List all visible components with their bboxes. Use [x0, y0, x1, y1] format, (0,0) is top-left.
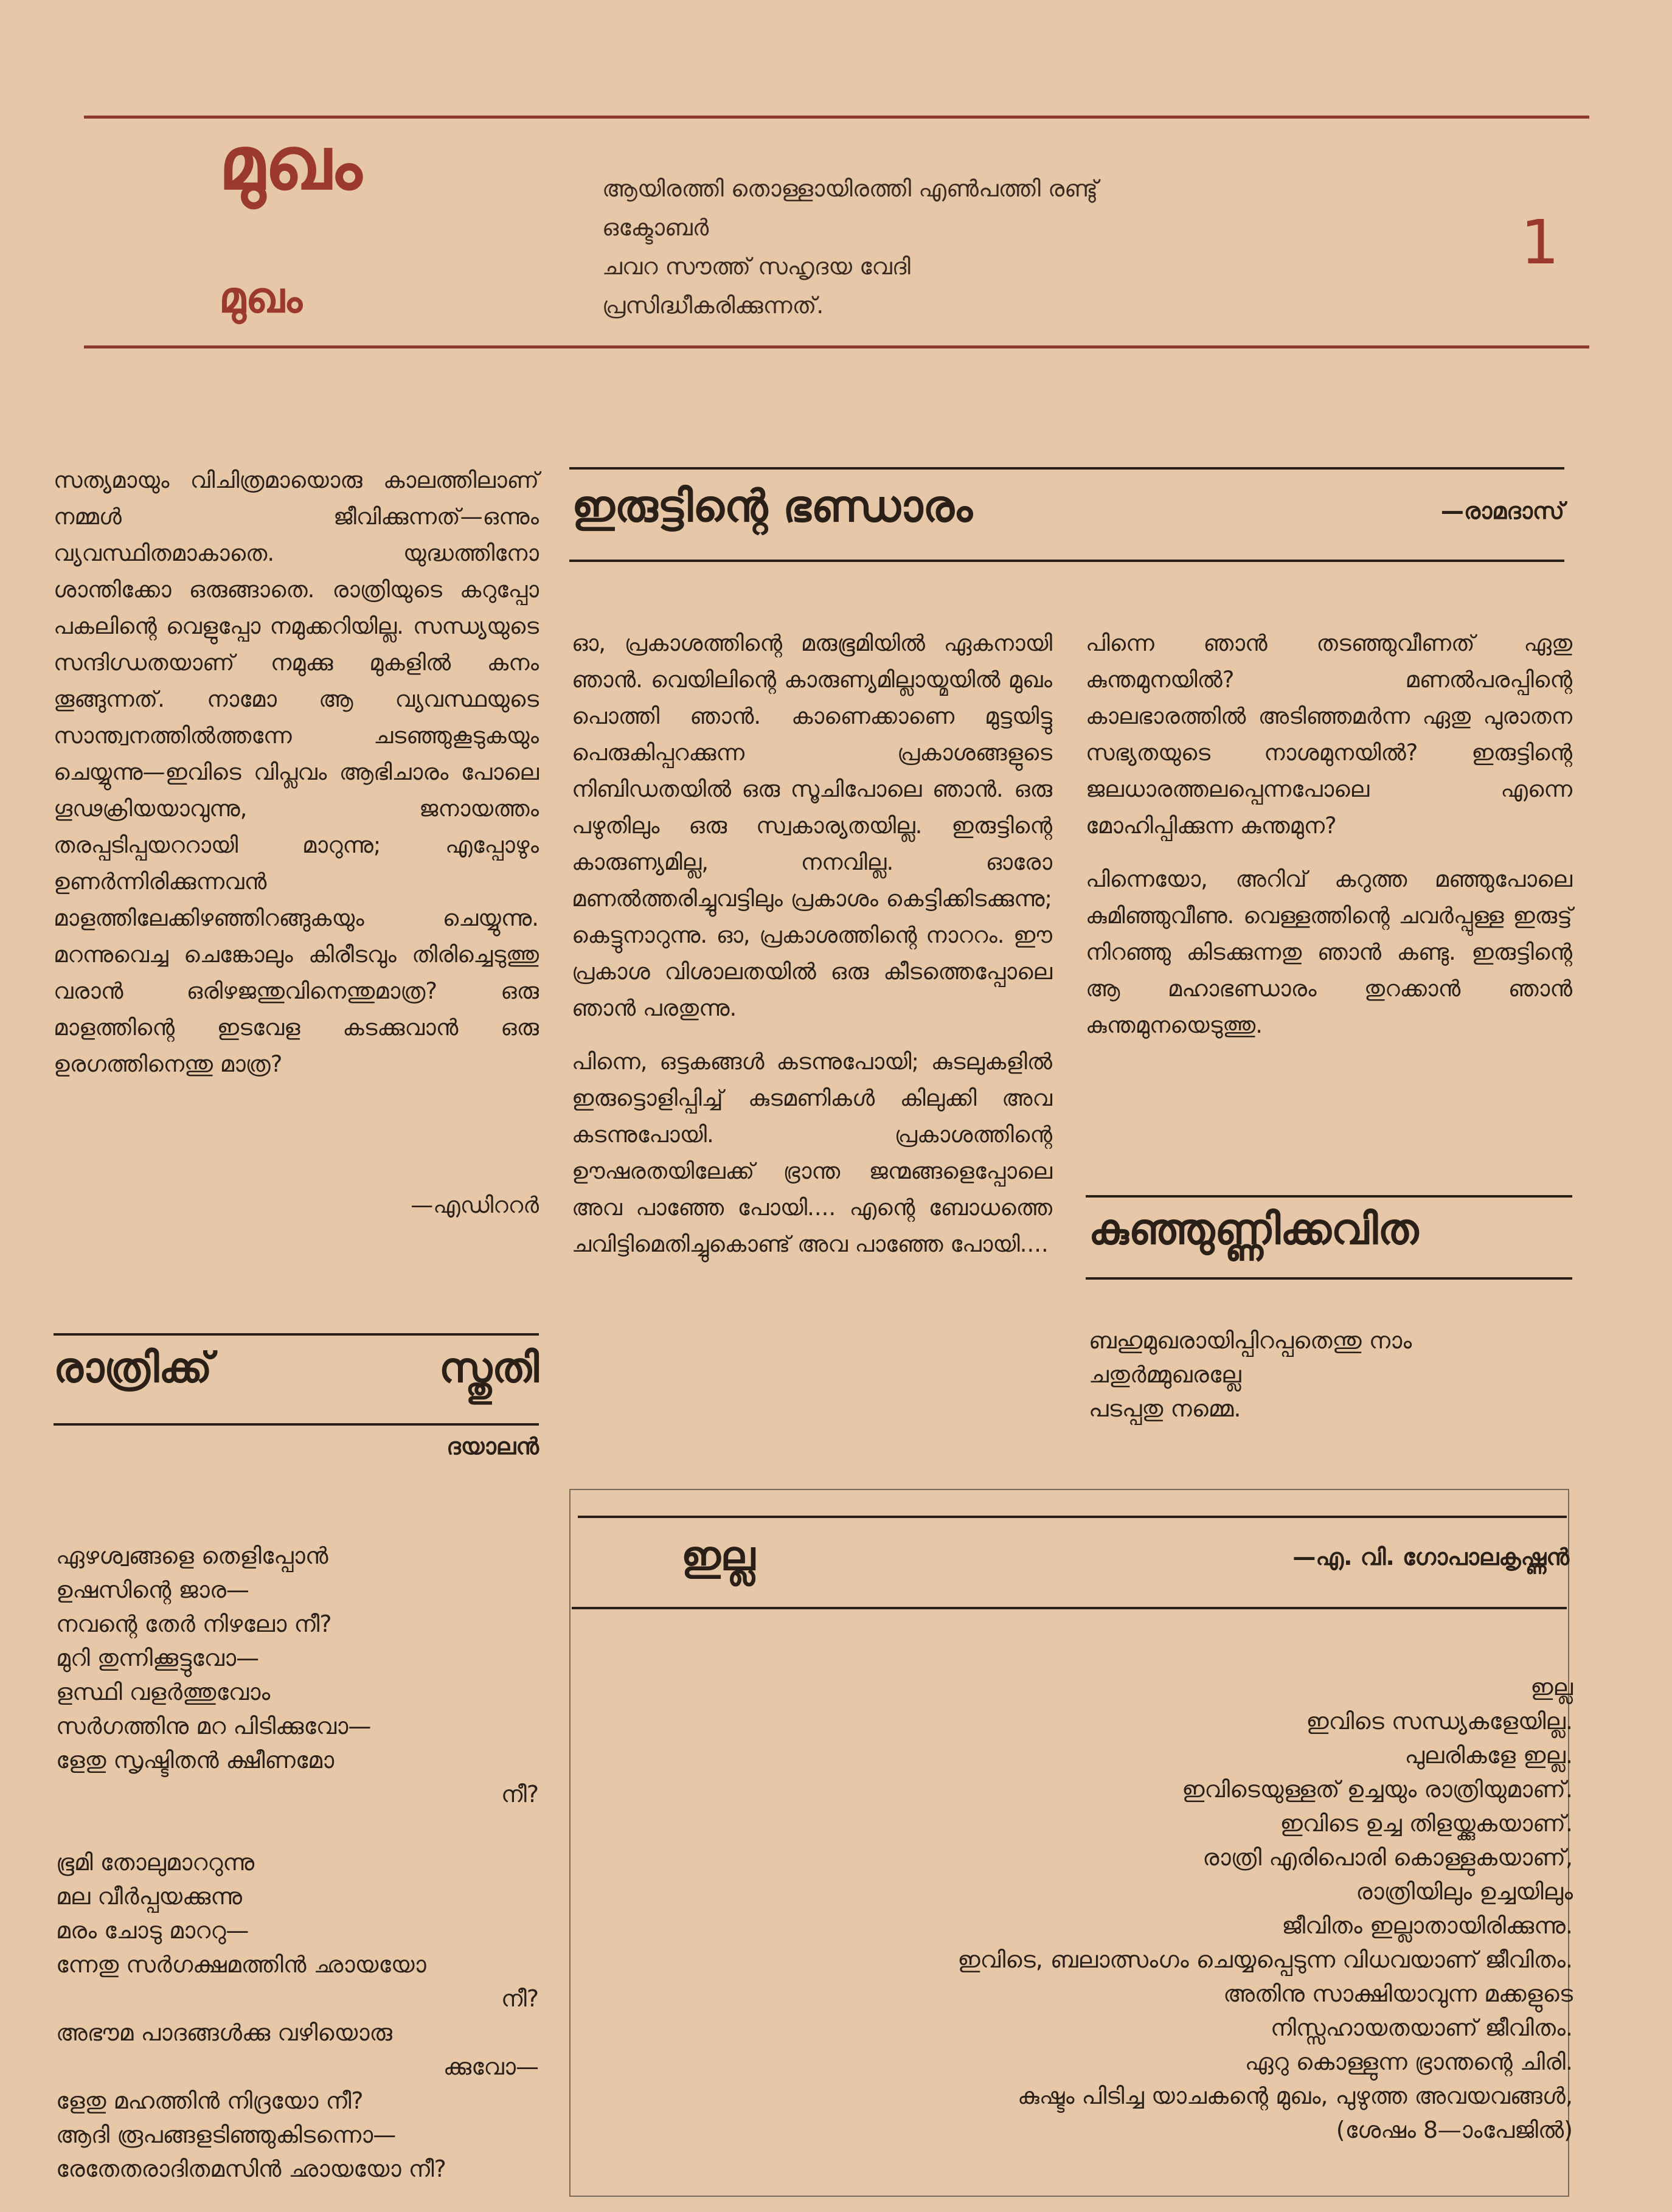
poem-line: [56, 1811, 539, 1845]
poem-line: മുറി തുന്നിക്കൂട്ടുവോ—: [56, 1645, 260, 1671]
poem-line: ഏറു കൊള്ളുന്ന ഭ്രാന്തന്റെ ചിരി.: [1244, 2048, 1573, 2075]
article-paragraph: പിന്നെ ഞാൻ തടഞ്ഞുവീണത് ഏതു കുന്തമുനയിൽ? മണൽപരപ്പിന്റെ കാലഭാരത്തിൽ അടിഞ്ഞമർന്ന ഏതു പുരാതന സഭ്യതയുടെ നാശമുനയിൽ? ഇരുട്ടിന്റെ ജലധാരത്തലപ്പെന്നപോലെ എന്നെ മോഹിപ്പിക്കുന്ന കുന്തമുന?: [1086, 630, 1572, 839]
poem-line: ളസ്ഥി വളർത്തുവോം: [56, 1679, 271, 1705]
article-author: —രാമദാസ്: [1440, 498, 1564, 524]
masthead-subtitle: മുഖം: [219, 272, 302, 322]
poem-line: ഉഷസിന്റെ ജാര—: [56, 1576, 249, 1603]
info-line: ചവറ സൗത്ത് സഹൃദയ വേദി: [602, 253, 911, 280]
poem-line: രാത്രി എരിപൊരി കൊള്ളുകയാണ്,: [1202, 1844, 1573, 1871]
poem-line: മല വീർപ്പയക്കുന്നു: [56, 1883, 242, 1910]
poem-left-author: ദയാലൻ: [446, 1433, 539, 1460]
poem-line: പടപ്പതു നമ്മെ.: [1089, 1395, 1241, 1422]
poem-line: മരം ചോടു മാററു—: [56, 1917, 249, 1944]
illa-title: ഇല്ല: [681, 1533, 755, 1579]
poem-line: അഭൗമ പാദങ്ങൾക്കു വഴിയൊരു: [56, 2019, 392, 2046]
masthead-info: [602, 169, 1098, 325]
kunjunni-bottom-rule: [1086, 1277, 1572, 1280]
kunjunni-top-rule: [1086, 1195, 1572, 1198]
poem-line: ന്നേതു സർഗക്ഷമത്തിൻ ഛായയോ: [56, 1951, 426, 1978]
poem-line: നീ?: [501, 1985, 539, 2012]
info-line: പ്രസിദ്ധീകരിക്കുന്നത്.: [602, 292, 824, 319]
poem-line: ളേതു മഹത്തിൻ നിദ്രയോ നീ?: [56, 2087, 364, 2114]
article-paragraph: പിന്നെയോ, അറിവ് കറുത്ത മഞ്ഞുപോലെ കുമിഞ്ഞുവീണു. വെള്ളത്തിന്റെ ചവർപ്പുള്ള ഇരുട്ട് നിറഞ്ഞു കിടക്കുന്നതു ഞാൻ കണ്ടു. ഇരുട്ടിന്റെ ആ മഹാഭണ്ഡാരം തുറക്കാൻ ഞാൻ കുന്തമുനയെടുത്തു.: [1086, 866, 1572, 1038]
article-column-2: [1086, 625, 1572, 1061]
poem-line: ഇല്ല: [1530, 1674, 1573, 1701]
poem-left-top-rule: [54, 1333, 539, 1336]
poem-left-title: രാത്രിക്ക് സ്തുതി: [54, 1344, 539, 1392]
article-paragraph: ഓ, പ്രകാശത്തിന്റെ മരുഭൂമിയിൽ ഏകനായി ഞാൻ. വെയിലിന്റെ കാരുണ്യമില്ലായ്മയിൽ മുഖം പൊത്തി ഞാൻ. കാണെക്കാണെ മുട്ടയിട്ടു പെരുകിപ്പറക്കുന്ന പ്രകാശങ്ങളുടെ നിബിഡതയിൽ ഒരു സൂചിപോലെ ഞാൻ. ഒരു പഴുതിലും ഒരു സ്വകാര്യതയില്ല. ഇരുട്ടിന്റെ കാരുണ്യമില്ല, നനവില്ല. ഓരോ മണൽത്തരിച്ചുവട്ടിലും പ്രകാശം കെട്ടിക്കിടക്കുന്നു; കെട്ടുനാറുന്നു. ഓ, പ്രകാശത്തിന്റെ നാററം. ഈ പ്രകാശ വിശാലതയിൽ ഒരു കീടത്തെപ്പോലെ ഞാൻ പരതുന്നു.: [572, 630, 1052, 1021]
poem-left-bottom-rule: [54, 1423, 539, 1426]
masthead-bottom-rule: [84, 345, 1589, 348]
poem-line: രേതേതരാദിതമസിൻ ഛായയോ നീ?: [56, 2155, 446, 2182]
poem-line: പുലരികളേ ഇല്ല.: [1404, 1742, 1573, 1769]
poem-line: അതിനു സാക്ഷിയാവുന്ന മക്കളുടെ: [1223, 1980, 1573, 2007]
illa-body: [596, 1670, 1573, 2147]
poem-line: ഏഴശ്വങ്ങളെ തെളിപ്പോൻ: [56, 1542, 328, 1569]
poem-line: ആദി രൂപങ്ങളടിഞ്ഞുകിടന്നൊ—: [56, 2121, 397, 2148]
article-title: ഇരുട്ടിന്റെ ഭണ്ഡാരം: [572, 480, 973, 532]
poem-line: ജീവിതം ഇല്ലാതായിരിക്കുന്നു.: [1282, 1912, 1573, 1939]
poem-line: ബഹുമുഖരായിപ്പിറപ്പതെന്തു നാം: [1089, 1327, 1412, 1354]
article-paragraph: പിന്നെ, ഒട്ടകങ്ങൾ കടന്നുപോയി; കുടലുകളിൽ ഇരുട്ടൊളിപ്പിച്ച് കുടമണികൾ കിലുക്കി അവ കടന്നുപോയി. പ്രകാശത്തിന്റെ ഊഷരതയിലേക്ക് ഭ്രാന്ത ജന്മങ്ങളെപ്പോലെ അവ പാഞ്ഞേ പോയി.... എന്റെ ബോധത്തെ ചവിട്ടിമെതിച്ചുകൊണ്ട് അവ പാഞ്ഞേ പോയി....: [572, 1049, 1052, 1257]
poem-line: ക്കുവോ—: [443, 2053, 539, 2080]
kunjunni-body: [1089, 1323, 1572, 1426]
poem-line: കുഷ്ടം പിടിച്ച യാചകന്റെ മുഖം, പുഴുത്ത അവയവങ്ങൾ,: [1018, 2082, 1573, 2109]
info-line: ഒക്ടോബർ: [602, 214, 709, 241]
poem-line: രാത്രിയിലും ഉച്ചയിലും: [1356, 1878, 1573, 1905]
masthead-title: മുഖം: [219, 122, 362, 206]
poem-line: ഭൂമി തോലുമാററുന്നു: [56, 1849, 255, 1876]
poem-line: ളേതു സൃഷ്ടിതൻ ക്ഷീണമോ: [56, 1747, 335, 1773]
poem-line: നീ?: [501, 1781, 539, 1808]
kunjunni-title: കുഞ്ഞുണ്ണിക്കവിത: [1089, 1204, 1419, 1254]
poem-left-body: [56, 1539, 539, 2186]
article-bottom-rule: [569, 560, 1564, 562]
masthead-top-rule: [84, 116, 1589, 119]
issue-number: 1: [1521, 207, 1559, 278]
editorial-signature: —എഡിററർ: [411, 1192, 539, 1218]
poem-line: ഇവിടെ സന്ധ്യകളേയില്ല.: [1306, 1708, 1573, 1735]
poem-line: സർഗത്തിനു മറ പിടിക്കുവോ—: [56, 1713, 372, 1739]
article-top-rule: [569, 467, 1564, 470]
editorial-text: സത്യമായും വിചിത്രമായൊരു കാലത്തിലാണ് നമ്മൾ ജീവിക്കുന്നത്—ഒന്നും വ്യവസ്ഥിതമാകാതെ. യുദ്ധത്തിനോ ശാന്തിക്കോ ഒരുങ്ങാതെ. രാത്രിയുടെ കറുപ്പോ പകലിന്റെ വെളുപ്പോ നമുക്കറിയില്ല. സന്ധ്യയുടെ സന്ദിഗ്ധതയാണ് നമുക്കു മുകളിൽ കനം തൂങ്ങുന്നത്. നാമോ ആ വ്യവസ്ഥയുടെ സാന്ത്വനത്തിൽത്തന്നേ ചടഞ്ഞുകൂടുകയും ചെയ്യുന്നു—ഇവിടെ വിപ്ലവം ആഭിചാരം പോലെ ഗൂഢക്രിയയാവുന്നു, ജനായത്തം തരപ്പടിപ്പയററായി മാറുന്നു; എപ്പോഴും ഉണർന്നിരിക്കുന്നവൻ മാളത്തിലേക്കിഴഞ്ഞിറങ്ങുകയും ചെയ്യുന്നു. മറന്നുവെച്ച ചെങ്കോലും കിരീടവും തിരിച്ചെടുത്തു വരാൻ ഒരിഴജന്തുവിനെന്തുമാത്ര? ഒരു മാളത്തിന്റെ ഇടവേള കടക്കുവാൻ ഒരു ഉരഗത്തിനെന്തു മാത്ര?: [54, 467, 539, 1077]
poem-line: നവന്റെ തേർ നിഴലോ നീ?: [56, 1610, 332, 1637]
poem-line: ഇവിടെയുള്ളത് ഉച്ചയും രാത്രിയുമാണ്.: [1182, 1776, 1573, 1803]
illa-author: —എ. വി. ഗോപാലകൃഷ്ണൻ: [1292, 1544, 1569, 1570]
poem-line: (ശേഷം 8—ാംപേജിൽ): [1336, 2117, 1573, 2143]
poem-line: ഇവിടെ, ബലാത്സംഗം ചെയ്യപ്പെടുന്ന വിധവയാണ് ജീവിതം.: [957, 1946, 1573, 1973]
illa-bottom-rule: [572, 1607, 1567, 1609]
poem-line: ഇവിടെ ഉച്ച തിളയ്ക്കുകയാണ്.: [1280, 1810, 1573, 1837]
article-column-1: [572, 625, 1052, 1280]
info-line: ആയിരത്തി തൊള്ളായിരത്തി എൺപത്തി രണ്ടു്: [602, 175, 1098, 202]
poem-line: ചതുർമ്മുഖരല്ലേ: [1089, 1361, 1241, 1388]
poem-line: നിസ്സഹായതയാണ് ജീവിതം.: [1270, 2014, 1573, 2041]
illa-top-rule: [578, 1516, 1567, 1518]
